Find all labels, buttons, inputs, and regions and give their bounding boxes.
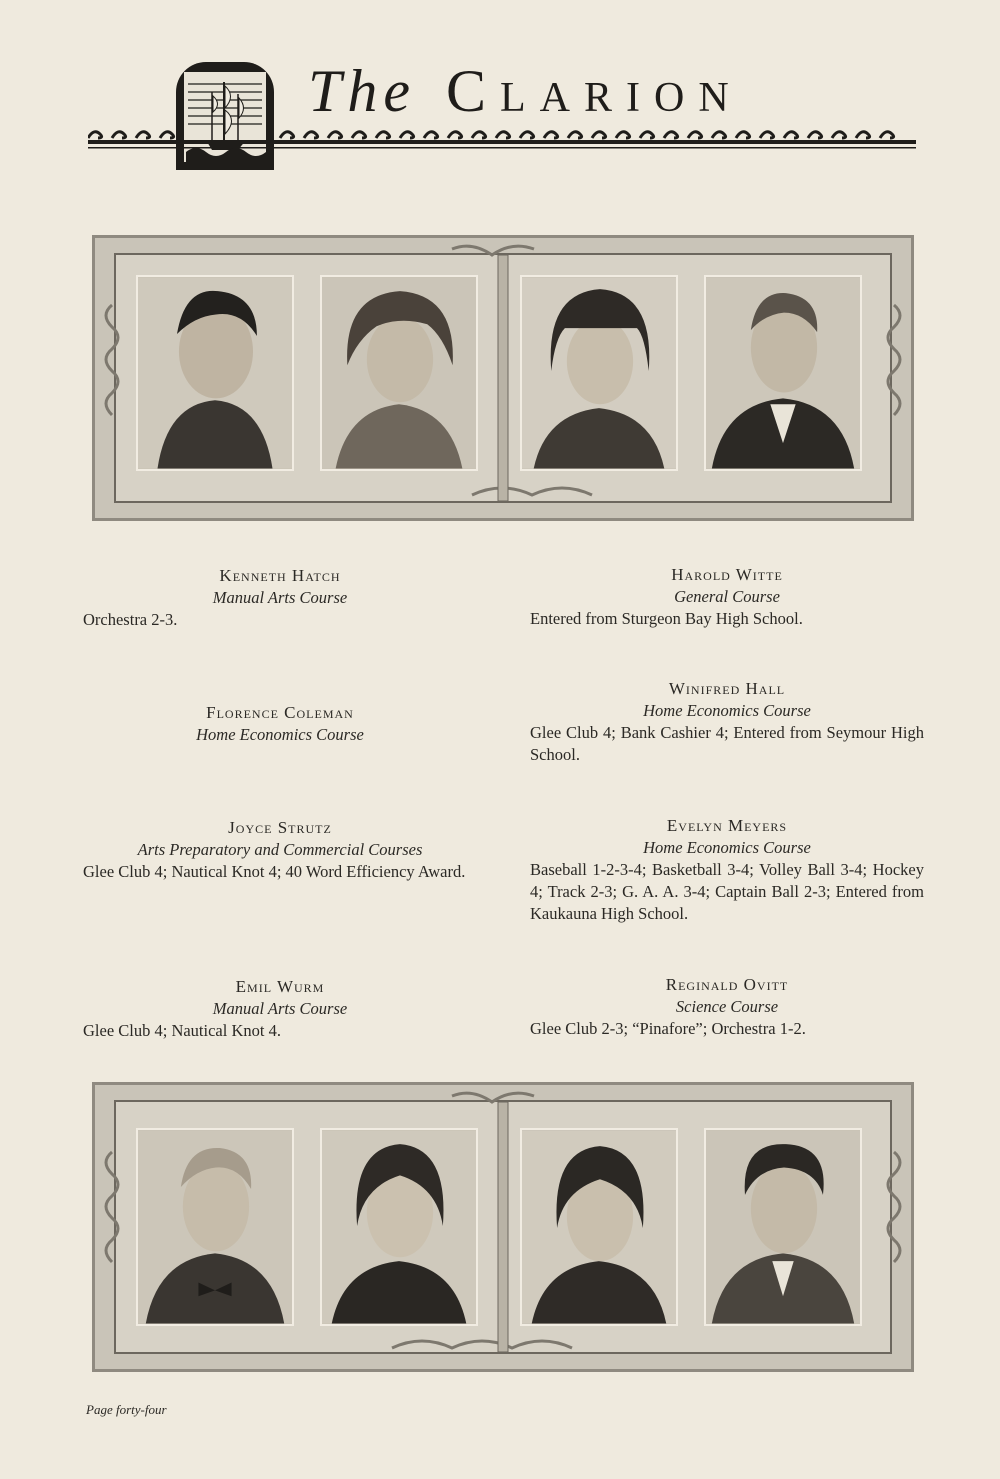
entry-reginald-ovitt <box>530 974 924 1040</box>
student-name: Joyce Strutz <box>228 818 332 837</box>
student-notes: Orchestra 2-3. <box>83 610 178 629</box>
student-course: Manual Arts Course <box>212 588 348 607</box>
entry-emil-wurm <box>83 976 477 1042</box>
student-name: Florence Coleman <box>206 703 354 722</box>
portrait-kenneth-hatch <box>136 275 294 471</box>
page-number-label: Page forty-four <box>86 1402 167 1417</box>
portrait-florence-coleman <box>320 275 478 471</box>
student-notes: Glee Club 4; Bank Cashier 4; Entered from Seymour High School. <box>530 723 924 764</box>
title-prefix: The <box>308 58 416 124</box>
entry-harold-witte <box>530 564 924 630</box>
student-course: Home Economics Course <box>643 701 811 720</box>
student-notes: Glee Club 2-3; “Pinafore”; Orchestra 1-2. <box>530 1019 806 1038</box>
portrait-young-woman-1 <box>320 1128 478 1326</box>
wave-border-decoration <box>88 116 916 150</box>
portrait-bow-tie-young-man <box>136 1128 294 1326</box>
entry-evelyn-meyers <box>530 815 924 925</box>
student-name: Emil Wurm <box>235 977 325 996</box>
student-name: Reginald Ovitt <box>665 975 789 994</box>
student-course: General Course <box>674 587 780 606</box>
portrait-young-woman-2 <box>520 1128 678 1326</box>
student-notes: Entered from Sturgeon Bay High School. <box>530 609 803 628</box>
title-main: Clarion <box>446 58 743 124</box>
student-name: Harold Witte <box>671 565 783 584</box>
entry-florence-coleman <box>83 702 477 746</box>
student-notes: Glee Club 4; Nautical Knot 4. <box>83 1021 281 1040</box>
student-name: Kenneth Hatch <box>219 566 341 585</box>
student-course: Home Economics Course <box>643 838 811 857</box>
entry-winifred-hall <box>530 678 924 766</box>
portrait-harold-witte-area <box>520 275 678 471</box>
portrait-curly-hair-young-man <box>704 1128 862 1326</box>
student-name: Winifred Hall <box>668 679 786 698</box>
photo-panel-bottom <box>92 1082 914 1372</box>
student-course: Home Economics Course <box>196 725 364 744</box>
student-notes: Glee Club 4; Nautical Knot 4; 40 Word Efficiency Award. <box>83 862 466 881</box>
photo-panel-top <box>92 235 914 521</box>
entry-kenneth-hatch <box>83 565 477 631</box>
entry-joyce-strutz <box>83 817 477 883</box>
student-notes: Baseball 1-2-3-4; Basketball 3-4; Volley Ball 3-4; Hockey 4; Track 2-3; G. A. A. 3-4; Captain Ball 2-3; Entered from Kaukauna High School. <box>530 860 924 923</box>
student-course: Science Course <box>675 997 779 1016</box>
student-name: Evelyn Meyers <box>666 816 788 835</box>
portrait-young-man <box>704 275 862 471</box>
student-course: Arts Preparatory and Commercial Courses <box>137 840 423 859</box>
student-course: Manual Arts Course <box>212 999 348 1018</box>
